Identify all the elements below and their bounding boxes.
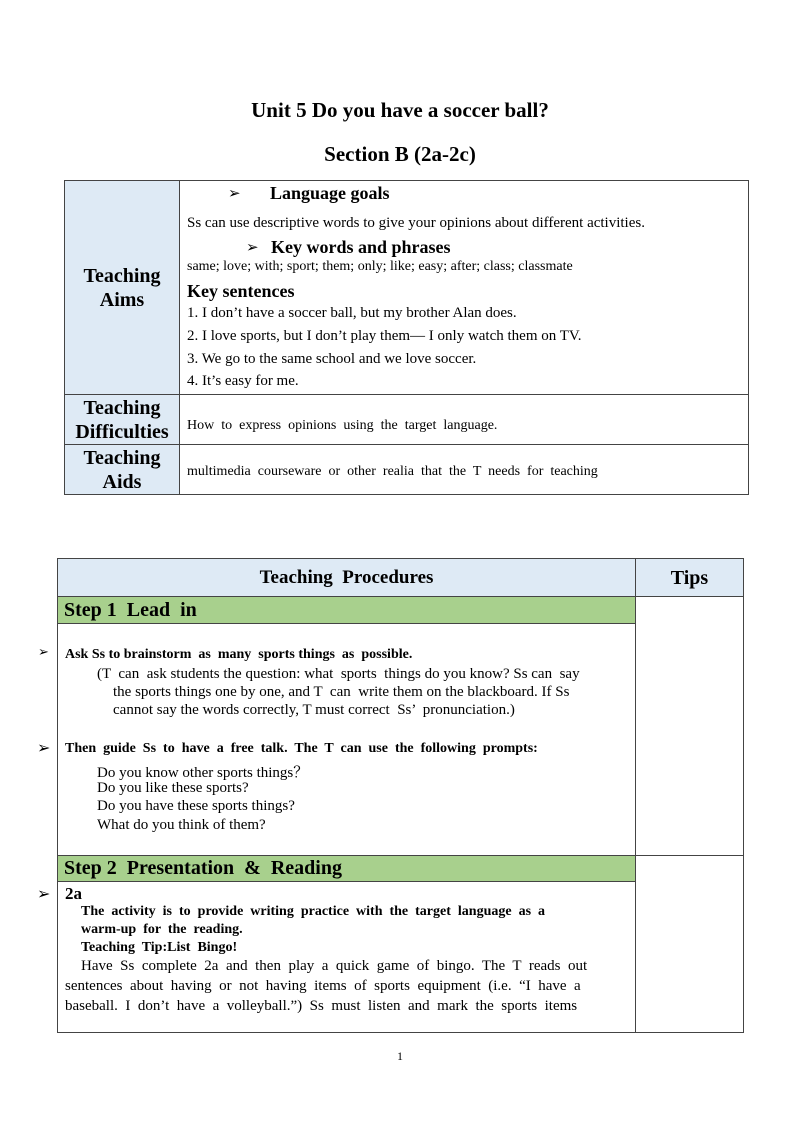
step2-title [57,855,636,882]
key-sentences-heading: Key sentences [187,281,295,301]
teaching-difficulties-text: How to express opinions using the target language. [187,418,498,433]
key-sentence: 3. We go to the same school and we love soccer. [187,351,477,367]
key-sentence: 2. I love sports, but I don’t play them— I only watch them on TV. [187,328,582,344]
teaching-aims-content [179,180,749,395]
step2-tip: Teaching Tip:List Bingo! [81,940,238,955]
teaching-aids-label [64,444,180,495]
step2-sub-2a: 2a [65,884,82,903]
page-number: 1 [397,1049,403,1063]
step2-content [57,881,636,1033]
step2-para-line: baseball. I don’t have a volleyball.”) Ss must listen and mark the sports items [65,998,578,1014]
procedures-header [57,558,636,597]
step1-prompt: Do you have these sports things? [97,798,295,814]
page-title: Unit 5 Do you have a soccer ball? [251,98,549,122]
teaching-aims-label [64,180,180,395]
step1-title [57,596,636,624]
language-goals-text: Ss can use descriptive words to give your opinions about different activities. [187,215,645,231]
arrow-bullet-icon: ➢ [246,238,259,256]
step1-content [57,623,636,856]
arrow-bullet-icon: ➢ [37,738,51,757]
step1-bullet1: Ask Ss to brainstorm as many sports things as possible. [65,647,413,662]
step1-bullet2: Then guide Ss to have a free talk. The T can use the following prompts: [65,741,538,756]
tips-header-text: Tips [670,566,709,589]
teaching-aids-label-text: Teaching Aids [83,446,161,493]
step1-note-line: (T can ask students the question: what sports things do you know? Ss can say [97,666,580,682]
step1-tips-cell [635,596,744,856]
key-words-heading: Key words and phrases [271,237,451,257]
step1-note-line: cannot say the words correctly, T must correct Ss’ pronunciation.) [113,702,515,718]
teaching-difficulties-content [179,394,749,445]
step2-bold-line: warm-up for the reading. [81,922,243,937]
step1-prompt: Do you know other sports things？ [97,765,309,781]
step2-para-line: Have Ss complete 2a and then play a quick game of bingo. The T reads out [81,958,588,974]
step1-prompt: Do you like these sports? [97,780,249,796]
step2-title-text: Step 2 Presentation & Reading [64,857,342,879]
teaching-difficulties-label [64,394,180,445]
arrow-bullet-icon: ➢ [228,184,241,202]
key-sentence: 1. I don’t have a soccer ball, but my brother Alan does. [187,305,517,321]
arrow-bullet-icon: ➢ [37,884,51,903]
step2-tips-cell [635,855,744,1033]
arrow-bullet-icon: ➢ [38,645,49,660]
page-subtitle: Section B (2a-2c) [324,142,476,166]
step2-para-line: sentences about having or not having items of sports equipment (i.e. “I have a [65,978,581,994]
step1-title-text: Step 1 Lead in [64,598,197,621]
step1-prompt: What do you think of them? [97,817,266,833]
teaching-aims-label-text: Teaching Aims [83,264,161,311]
teaching-difficulties-label-text: Teaching Difficulties [75,396,169,443]
key-sentence: 4. It’s easy for me. [187,373,299,389]
key-words-text: same; love; with; sport; them; only; like; easy; after; class; classmate [187,259,573,274]
language-goals-heading: Language goals [270,183,390,203]
step1-note-line: the sports things one by one, and T can write them on the blackboard. If Ss [113,684,570,700]
teaching-aids-content [179,444,749,495]
procedures-header-text: Teaching Procedures [259,566,434,588]
tips-header [635,558,744,597]
teaching-aids-text: multimedia courseware or other realia that the T needs for teaching [187,464,598,479]
step2-bold-line: The activity is to provide writing practice with the target language as a [81,904,546,919]
